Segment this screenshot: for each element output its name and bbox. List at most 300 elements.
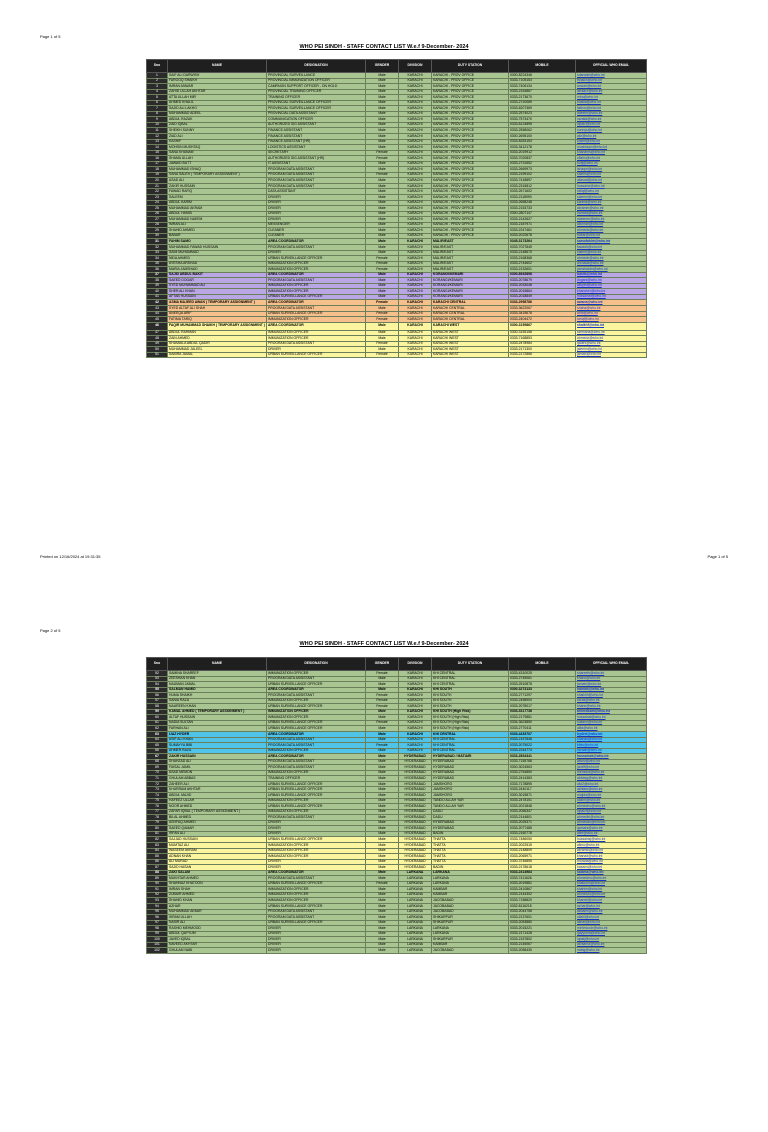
cell-designation: DRIVER <box>267 217 366 223</box>
cell-email[interactable]: karima@who.int <box>576 200 647 206</box>
cell-gender: Male <box>366 732 399 738</box>
cell-email[interactable]: nabig@who.int <box>576 948 647 954</box>
cell-sno: 65 <box>147 743 168 749</box>
col-header-designation: DESIGNATION <box>267 60 366 73</box>
cell-division: KARACHI <box>399 737 432 743</box>
col-header-division: DIVISION <box>399 658 432 671</box>
cell-designation: PROGRAM DATA ASSISTANT <box>267 737 366 743</box>
cell-name: MUHAMMAD ISHAQ <box>168 167 267 173</box>
cell-duty-station: LARKANA <box>432 881 509 887</box>
col-header-name: NAME <box>168 658 267 671</box>
cell-mobile: 0333-7155788 <box>509 759 576 765</box>
cell-email[interactable]: kashif@who.int <box>576 139 647 145</box>
cell-duty-station: KARACHI - PROV OFFICE <box>432 161 509 167</box>
cell-email[interactable]: shareefs@who.int <box>576 671 647 677</box>
cell-duty-station: THATTA <box>432 837 509 843</box>
cell-gender: Male <box>366 305 399 311</box>
cell-email[interactable]: ahmedz@who.int <box>576 336 647 342</box>
cell-email[interactable]: alinas@who.int <box>576 920 647 926</box>
cell-name: MUHAMMAD AKRAM <box>168 206 267 212</box>
cell-name: ABDUL QAYYUM <box>168 931 267 937</box>
cell-division: HYDERABAD <box>399 831 432 837</box>
cell-email[interactable]: razas@who.int <box>576 698 647 704</box>
cell-name: SYED MUHAMMAD ALI <box>168 283 267 289</box>
cell-designation: DRIVER <box>267 865 366 871</box>
cell-email[interactable]: hamida@who.int <box>576 211 647 217</box>
cell-division: KARACHI <box>399 676 432 682</box>
cell-designation: DRIVER <box>267 206 366 212</box>
cell-name: KAMAL AHMED ( TEMPORARY ASSIGNMENT ) <box>168 709 267 715</box>
cell-duty-station: HYDERABAD <box>432 765 509 771</box>
cell-email[interactable]: bakits@who.int <box>576 272 647 278</box>
cell-designation: IMMUNIZATION OFFICER <box>267 748 366 754</box>
cell-email[interactable]: hussainal@who.int <box>576 715 647 721</box>
cell-email[interactable]: aliz@who.int <box>576 134 647 140</box>
cell-email[interactable]: hasans@who.int <box>576 865 647 871</box>
cell-email[interactable]: anwari@who.int <box>576 84 647 90</box>
cell-mobile: 0333-2153733 <box>509 206 576 212</box>
cell-duty-station: KARACHI WEST <box>432 341 509 347</box>
cell-name: SANA SALEH ( TEMPORARY ASSIGNMENT ) <box>168 172 267 178</box>
cell-email[interactable]: babar@who.int <box>576 233 647 239</box>
cell-email[interactable]: ullahi@who.int <box>576 915 647 921</box>
cell-duty-station: KORANGI/KEMARI <box>432 272 509 278</box>
cell-name: FAWAD RAFIQ <box>168 189 267 195</box>
cell-sno: 57 <box>147 698 168 704</box>
cell-division: LARKANA <box>399 881 432 887</box>
cell-gender: Male <box>366 826 399 832</box>
cell-name: MUMTAZ ALI <box>168 842 267 848</box>
cell-name: IMRAN ALI <box>168 222 267 228</box>
cell-mobile: 0333-2168368 <box>509 256 576 262</box>
cell-email[interactable]: akramm@who.int <box>576 206 647 212</box>
cell-mobile: 0333-2720089 <box>509 100 576 106</box>
cell-email[interactable]: abbasg@who.int <box>576 776 647 782</box>
cell-division: KARACHI <box>399 748 432 754</box>
cell-mobile: 0333-2179881 <box>509 715 576 721</box>
cell-division: LARKANA <box>399 892 432 898</box>
cell-mobile: 0300-3024563 <box>509 765 576 771</box>
cell-gender: Male <box>366 206 399 212</box>
cell-sno: 102 <box>147 948 168 954</box>
cell-mobile: 0333-2745061 <box>509 676 576 682</box>
cell-name: MUHAMMAD JALEEL <box>168 347 267 353</box>
cell-email[interactable]: ullahh@who.int <box>576 798 647 804</box>
cell-email[interactable]: hussainz@who.int <box>576 183 647 189</box>
cell-division: KARACHI <box>399 283 432 289</box>
cell-gender: Female <box>366 172 399 178</box>
cell-mobile: 0345-3173264 <box>509 239 576 245</box>
cell-email[interactable]: saimm@who.int <box>576 250 647 256</box>
cell-mobile: 0333-2015864 <box>509 289 576 295</box>
cell-email[interactable]: jamshaidm@who.int <box>576 267 647 273</box>
cell-designation: PROGRAM DATA ASSISTANT <box>267 915 366 921</box>
cell-mobile: 0333-6207369 <box>509 106 576 112</box>
cell-email[interactable]: rahmana@who.int <box>576 330 647 336</box>
cell-gender: Male <box>366 183 399 189</box>
cell-email[interactable]: khatoons@who.int <box>576 881 647 887</box>
cell-mobile: 0333-7105153 <box>509 78 576 84</box>
cell-division: HYDERABAD <box>399 865 432 871</box>
cell-designation: AREA COORDINATOR <box>267 754 366 760</box>
cell-gender: Male <box>366 809 399 815</box>
cell-designation: IMMUNIZATION OFFICER <box>267 261 366 267</box>
cell-email[interactable]: iqbalj@who.int <box>576 937 647 943</box>
cell-email[interactable]: buttj@who.int <box>576 161 647 167</box>
cell-name: SHAHID KHAN <box>168 898 267 904</box>
cell-duty-station: DADU <box>432 815 509 821</box>
cell-duty-station: KHI CENTRAL <box>432 743 509 749</box>
cell-division: KARACHI <box>399 687 432 693</box>
cell-sno: 31 <box>147 239 168 245</box>
cell-sno: 23 <box>147 195 168 201</box>
cell-gender: Male <box>366 128 399 134</box>
cell-gender: Male <box>366 73 399 79</box>
cell-name: IRFAN ALI <box>168 831 267 837</box>
cell-sno: 38 <box>147 278 168 284</box>
cell-designation: PROGRAM DATA ASSISTANT <box>267 815 366 821</box>
cell-email[interactable]: saleem@who.int <box>576 195 647 201</box>
cell-duty-station: KARACHI CENTRAL <box>432 311 509 317</box>
cell-sno: 15 <box>147 150 168 156</box>
cell-email[interactable]: jamals@who.int <box>576 352 647 358</box>
cell-sno: 34 <box>147 256 168 262</box>
cell-email[interactable]: akramw@who.int <box>576 848 647 854</box>
cell-email[interactable]: majida@who.int <box>576 793 647 799</box>
cell-email[interactable]: ahmedkam@who.int <box>576 709 647 715</box>
cell-designation: DRIVER <box>267 859 366 865</box>
cell-email[interactable]: khanad@who.int <box>576 854 647 860</box>
cell-gender: Male <box>366 161 399 167</box>
cell-division: HYDERABAD <box>399 859 432 865</box>
cell-duty-station: KARACHI - PROV OFFICE <box>432 233 509 239</box>
cell-gender: Male <box>366 737 399 743</box>
cell-email[interactable]: jaleelm@who.int <box>576 347 647 353</box>
cell-gender: Male <box>366 239 399 245</box>
cell-sno: 41 <box>147 294 168 300</box>
cell-division: KARACHI <box>399 233 432 239</box>
cell-email[interactable]: alisyed@who.int <box>576 283 647 289</box>
cell-email[interactable]: ahmeds@who.int <box>576 228 647 234</box>
cell-name: SAJJAD HUSSAIN <box>168 837 267 843</box>
cell-mobile: 0333-2154867 <box>509 89 576 95</box>
cell-email[interactable]: jamilf@who.int <box>576 765 647 771</box>
cell-duty-station: KARACHI - PROV OFFICE <box>432 122 509 128</box>
cell-name: ASMA MAJEED AWAN ( TEMPORARY ASSIGNMENT ) <box>168 300 267 306</box>
cell-gender: Male <box>366 272 399 278</box>
cell-mobile: 0333-2148670 <box>509 250 576 256</box>
cell-sno: 13 <box>147 139 168 145</box>
cell-email[interactable]: shaha@who.int <box>576 305 647 311</box>
cell-division: KARACHI <box>399 726 432 732</box>
cell-email[interactable]: alifa@who.int <box>576 726 647 732</box>
cell-email[interactable]: ahmedzu@who.int <box>576 892 647 898</box>
cell-name: SHEIKH SUNNY <box>168 128 267 134</box>
cell-gender: Female <box>366 881 399 887</box>
cell-gender: Male <box>366 200 399 206</box>
cell-mobile: 0333-2669973 <box>509 167 576 173</box>
cell-name: ZIAD ALI <box>168 134 267 140</box>
cell-email[interactable]: khansher@who.int <box>576 289 647 295</box>
cell-email[interactable]: sunnys@who.int <box>576 128 647 134</box>
cell-email[interactable]: salehs@who.int <box>576 172 647 178</box>
cell-email[interactable]: aliimran@who.int <box>576 222 647 228</box>
cell-email[interactable]: alimu@who.int <box>576 842 647 848</box>
cell-duty-station: KHI CENTRAL <box>432 748 509 754</box>
cell-division: KARACHI <box>399 84 432 90</box>
cell-designation: DRIVER <box>267 937 366 943</box>
cell-mobile: 0333-2171300 <box>509 347 576 353</box>
cell-division: HYDERABAD <box>399 798 432 804</box>
cell-email[interactable]: qadirs@who.int <box>576 341 647 347</box>
cell-email[interactable]: khalila@who.int <box>576 100 647 106</box>
cell-email[interactable]: qayyuma@who.int <box>576 931 647 937</box>
table-row <box>147 352 647 358</box>
cell-division: KARACHI <box>399 100 432 106</box>
cell-duty-station: KORANGI/KEMARI <box>432 294 509 300</box>
cell-gender: Male <box>366 815 399 821</box>
cell-duty-station: MALIR/EAST <box>432 250 509 256</box>
cell-mobile: 0333-8124895 <box>509 122 576 128</box>
cell-gender: Male <box>366 942 399 948</box>
cell-email[interactable]: shahim@who.int <box>576 887 647 893</box>
cell-gender: Male <box>366 211 399 217</box>
cell-duty-station: KARACHI - PROV OFFICE <box>432 222 509 228</box>
cell-email[interactable]: razaah@who.int <box>576 748 647 754</box>
cell-email[interactable]: khann@who.int <box>576 704 647 710</box>
cell-division: HYDERABAD <box>399 826 432 832</box>
cell-email[interactable]: akhtark@who.int <box>576 787 647 793</box>
cell-email[interactable]: hyderi@who.int <box>576 732 647 738</box>
cell-name: MARIA JAMSHAID <box>168 267 267 273</box>
cell-gender: Male <box>366 139 399 145</box>
cell-email[interactable]: dogars@who.int <box>576 278 647 284</box>
cell-division: KARACHI <box>399 111 432 117</box>
cell-sno: 87 <box>147 865 168 871</box>
cell-designation: IMMUNIZATION OFFICER <box>267 698 366 704</box>
cell-email[interactable]: murada@who.int <box>576 859 647 865</box>
cell-division: KARACHI <box>399 305 432 311</box>
cell-mobile: 0333-2171428 <box>509 931 576 937</box>
cell-designation: URBAN SURVEILLANCE OFFICER <box>267 793 366 799</box>
cell-email[interactable]: ahmedas@who.int <box>576 820 647 826</box>
cell-duty-station: HYDERABAD <box>432 820 509 826</box>
cell-designation: URBAN SURVEILLANCE OFFICER <box>267 294 366 300</box>
cell-duty-station: JAMSHORO <box>432 787 509 793</box>
cell-mobile: 0333-2770411 <box>509 726 576 732</box>
cell-designation: PROVINCIAL DATA ASSISTANT <box>267 111 366 117</box>
footer-page-number: Page 1 of 5 <box>707 554 728 559</box>
cell-designation: URBAN SURVEILLANCE OFFICER <box>267 704 366 710</box>
cell-email[interactable]: akhtarz@who.int <box>576 89 647 95</box>
cell-division: KARACHI <box>399 732 432 738</box>
cell-division: KARACHI <box>399 122 432 128</box>
cell-email[interactable]: salamz@who.int <box>576 870 647 876</box>
cell-sno: 4 <box>147 89 168 95</box>
cell-duty-station: KARACHI - PROV OFFICE <box>432 206 509 212</box>
cell-name: SAJID HASAN <box>168 865 267 871</box>
cell-sno: 36 <box>147 267 168 273</box>
cell-gender: Female <box>366 352 399 358</box>
cell-gender: Male <box>366 776 399 782</box>
cell-email[interactable]: naeemm@who.int <box>576 217 647 223</box>
cell-sno: 29 <box>147 228 168 234</box>
table-body <box>147 73 647 358</box>
cell-name: FAROOQ SHAIKH <box>168 78 267 84</box>
cell-sno: 98 <box>147 926 168 932</box>
cell-email[interactable]: arshada@who.int <box>576 261 647 267</box>
cell-designation: PROGRAM DATA ASSISTANT <box>267 341 366 347</box>
cell-designation: URBAN SURVEILLANCE OFFICER <box>267 720 366 726</box>
cell-email[interactable]: fawadh@who.int <box>576 244 647 250</box>
cell-email[interactable]: akhtarna@who.int <box>576 942 647 948</box>
cell-duty-station: KHI SOUTH (High Risk) <box>432 720 509 726</box>
cell-email[interactable]: hussainaf@who.int <box>576 294 647 300</box>
cell-designation: PROVINCIAL TRAINING OFFICER <box>267 89 366 95</box>
cell-duty-station: KHI SOUTH (High Risk) <box>432 726 509 732</box>
cell-email[interactable]: khanams@who.int <box>576 150 647 156</box>
cell-email[interactable]: aliasad@who.int <box>576 178 647 184</box>
cell-designation: DRIVER <box>267 820 366 826</box>
cell-duty-station: KARACHI WEST <box>432 336 509 342</box>
cell-email[interactable]: razaka@who.int <box>576 117 647 123</box>
cell-sno: 43 <box>147 305 168 311</box>
cell-email[interactable]: hussainsj@who.int <box>576 837 647 843</box>
cell-duty-station: HYDERABAD <box>432 759 509 765</box>
cell-designation: URBAN SURVEILLANCE OFFICER <box>267 682 366 688</box>
cell-gender: Male <box>366 754 399 760</box>
col-header-gender: GENDER <box>366 658 399 671</box>
cell-email[interactable]: ahmedbi@who.int <box>576 815 647 821</box>
cell-email[interactable]: arifa@who.int <box>576 311 647 317</box>
cell-email[interactable]: ahmedno@who.int <box>576 804 647 810</box>
cell-email[interactable]: ullahs@who.int <box>576 156 647 162</box>
cell-sno: 86 <box>147 859 168 865</box>
cell-email[interactable]: sdarwish@who.int <box>576 73 647 79</box>
col-header-division: DIVISION <box>399 60 432 73</box>
cell-name: MOHSIN MUSHTAQ <box>168 145 267 151</box>
cell-name: AYESHA ARSHAD <box>168 261 267 267</box>
cell-email[interactable]: khanz@who.int <box>576 676 647 682</box>
cell-gender: Male <box>366 244 399 250</box>
cell-email[interactable]: khanas@who.int <box>576 737 647 743</box>
cell-email[interactable]: memona@who.int <box>576 770 647 776</box>
cell-duty-station: SHIKARPUR <box>432 915 509 921</box>
cell-division: HYDERABAD <box>399 787 432 793</box>
cell-sno: 49 <box>147 341 168 347</box>
cell-email[interactable]: mushtaqm@who.int <box>576 145 647 151</box>
cell-sno: 68 <box>147 759 168 765</box>
cell-email[interactable]: qamars@who.int <box>576 826 647 832</box>
cell-division: KARACHI <box>399 256 432 262</box>
cell-name: ZAKI SALAM <box>168 870 267 876</box>
cell-email[interactable]: jamaln@who.int <box>576 682 647 688</box>
cell-email[interactable]: tariqf@who.int <box>576 317 647 323</box>
cell-gender: Male <box>366 100 399 106</box>
cell-mobile: 0333-8283153 <box>509 139 576 145</box>
cell-email[interactable]: mehmoodr@who.int <box>576 926 647 932</box>
cell-sno: 75 <box>147 798 168 804</box>
cell-email[interactable]: bibis@who.int <box>576 743 647 749</box>
cell-sno: 24 <box>147 200 168 206</box>
cell-name: MUKHTAR AHMED <box>168 876 267 882</box>
cell-duty-station: BADIN <box>432 831 509 837</box>
cell-duty-station: JACOBABAD <box>432 909 509 915</box>
cell-email[interactable]: ahmedn@who.int <box>576 256 647 262</box>
cell-email[interactable]: samofahim@who.int <box>576 239 647 245</box>
cell-mobile: 0333-2145067 <box>509 942 576 948</box>
cell-email[interactable]: akbarm@who.int <box>576 909 647 915</box>
cell-email[interactable]: azhar@who.int <box>576 903 647 909</box>
cell-email[interactable]: iqbalzf@who.int <box>576 809 647 815</box>
cell-duty-station: KORANGI/KEMARI <box>432 289 509 295</box>
cell-mobile: 0300-8224346 <box>509 73 576 79</box>
cell-email[interactable]: ahmedmu@who.int <box>576 876 647 882</box>
cell-designation: COMMUNICATION OFFICER <box>267 117 366 123</box>
cell-gender: Male <box>366 854 399 860</box>
cell-division: LARKANA <box>399 931 432 937</box>
cell-name: SANA KHANAM <box>168 150 267 156</box>
cell-designation: FINANCE ASSISTANT <box>267 134 366 140</box>
cell-email[interactable]: shaikhf@who.int <box>576 322 647 330</box>
cell-designation: IMMUNIZATION OFFICER <box>267 709 366 715</box>
cell-name: NIDA AHMED <box>168 256 267 262</box>
col-header-email: OFFICIAL WHO EMAIL <box>576 658 647 671</box>
cell-email[interactable]: iqbalz@who.int <box>576 122 647 128</box>
cell-name: AFTAB HUSSAIN <box>168 294 267 300</box>
cell-designation: DRIVER <box>267 211 366 217</box>
cell-sno: 53 <box>147 676 168 682</box>
cell-email[interactable]: lakhos@who.int <box>576 106 647 112</box>
cell-email[interactable]: adeelm@who.int <box>576 111 647 117</box>
cell-gender: Male <box>366 189 399 195</box>
cell-email[interactable]: sultann@who.int <box>576 720 647 726</box>
cell-email[interactable]: aliz2@who.int <box>576 781 647 787</box>
cell-email[interactable]: ishaqm@who.int <box>576 167 647 173</box>
cell-email[interactable]: alishz@who.int <box>576 759 647 765</box>
cell-name: SAEED QAMAR <box>168 826 267 832</box>
cell-email[interactable]: mira@who.int <box>576 95 647 101</box>
cell-gender: Male <box>366 793 399 799</box>
cell-duty-station: KHI SOUTH <box>432 693 509 699</box>
cell-email[interactable]: hussainzk@who.int <box>576 754 647 760</box>
cell-email[interactable]: fshaikh@who.int <box>576 78 647 84</box>
cell-email[interactable]: hamids@who.int <box>576 687 647 693</box>
cell-email[interactable]: shaikhh@who.int <box>576 693 647 699</box>
cell-sno: 97 <box>147 920 168 926</box>
cell-sno: 1 <box>147 73 168 79</box>
cell-mobile: 0333-2173670 <box>509 95 576 101</box>
cell-mobile: 0333-7418897 <box>509 178 576 184</box>
cell-sno: 33 <box>147 250 168 256</box>
cell-name: ALTAF HUSSAIN <box>168 715 267 721</box>
cell-designation: DRIVER <box>267 831 366 837</box>
cell-duty-station: MALIR/EAST <box>432 267 509 273</box>
cell-mobile: 0333-2754850 <box>509 770 576 776</box>
cell-division: HYDERABAD <box>399 820 432 826</box>
cell-designation: IMMUNIZATION OFFICER <box>267 848 366 854</box>
cell-name: AZHAR <box>168 903 267 909</box>
cell-email[interactable]: aliirf@who.int <box>576 831 647 837</box>
cell-sno: 56 <box>147 693 168 699</box>
cell-email[interactable]: awana@who.int <box>576 300 647 306</box>
cell-division: KARACHI <box>399 150 432 156</box>
cell-division: LARKANA <box>399 870 432 876</box>
cell-division: HYDERABAD <box>399 837 432 843</box>
cell-mobile: 0333-2078017 <box>509 704 576 710</box>
cell-email[interactable]: khansh@who.int <box>576 898 647 904</box>
cell-email[interactable]: rafiqf@who.int <box>576 189 647 195</box>
